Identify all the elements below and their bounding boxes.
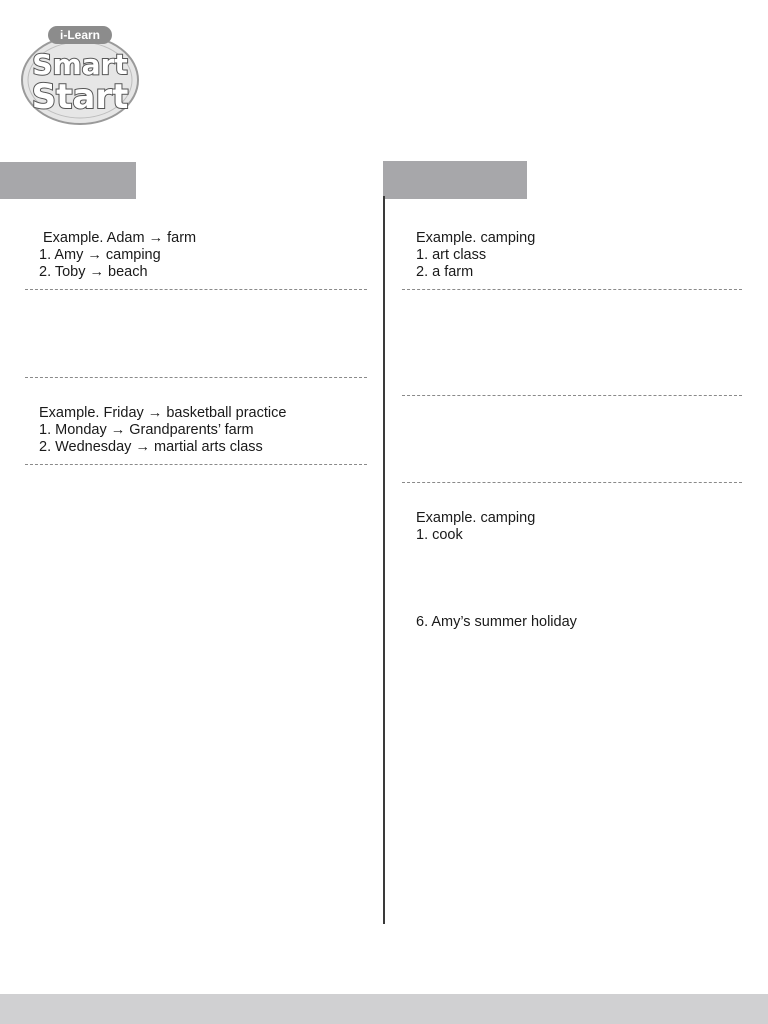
- left-block-2: [39, 405, 286, 456]
- logo-line1: Smart: [32, 48, 128, 81]
- right-block-2-line: Example. camping: [416, 510, 536, 526]
- left-block-1: [39, 230, 196, 281]
- page-footer-bar: [0, 994, 768, 1024]
- logo-line2: Start: [31, 77, 129, 117]
- logo-top-text: i-Learn: [59, 28, 101, 42]
- left-block-2-line: 2. Wednesday → martial arts class: [39, 439, 263, 455]
- right-block-3: [416, 614, 577, 631]
- answer-line-dashed: [402, 289, 742, 290]
- right-block-2-line: 1. cook: [416, 527, 463, 543]
- left-block-2-line: Example. Friday → basketball practice: [39, 405, 287, 421]
- right-block-1-line: 1. art class: [416, 247, 487, 263]
- left-block-1-line: 2. Toby → beach: [39, 264, 148, 280]
- answer-line-dashed: [402, 395, 742, 396]
- right-block-1: [416, 230, 535, 281]
- answer-line-dashed: [402, 482, 742, 483]
- answer-line-dashed: [25, 377, 367, 378]
- right-section-header: [383, 161, 527, 199]
- right-block-1-line: Example. camping: [416, 230, 536, 246]
- left-section-header: [0, 162, 136, 199]
- answer-line-dashed: [25, 289, 367, 290]
- column-divider: [383, 196, 385, 924]
- smart-start-logo: [18, 22, 142, 126]
- left-block-1-line: Example. Adam → farm: [43, 230, 197, 246]
- right-block-2: [416, 510, 535, 544]
- right-block-3-line: 6. Amy’s summer holiday: [416, 614, 577, 630]
- logo-graphic: [18, 22, 142, 126]
- left-block-1-line: 1. Amy → camping: [39, 247, 161, 263]
- left-block-2-line: 1. Monday → Grandparents’ farm: [39, 422, 254, 438]
- answer-line-dashed: [25, 464, 367, 465]
- right-block-1-line: 2. a farm: [416, 264, 474, 280]
